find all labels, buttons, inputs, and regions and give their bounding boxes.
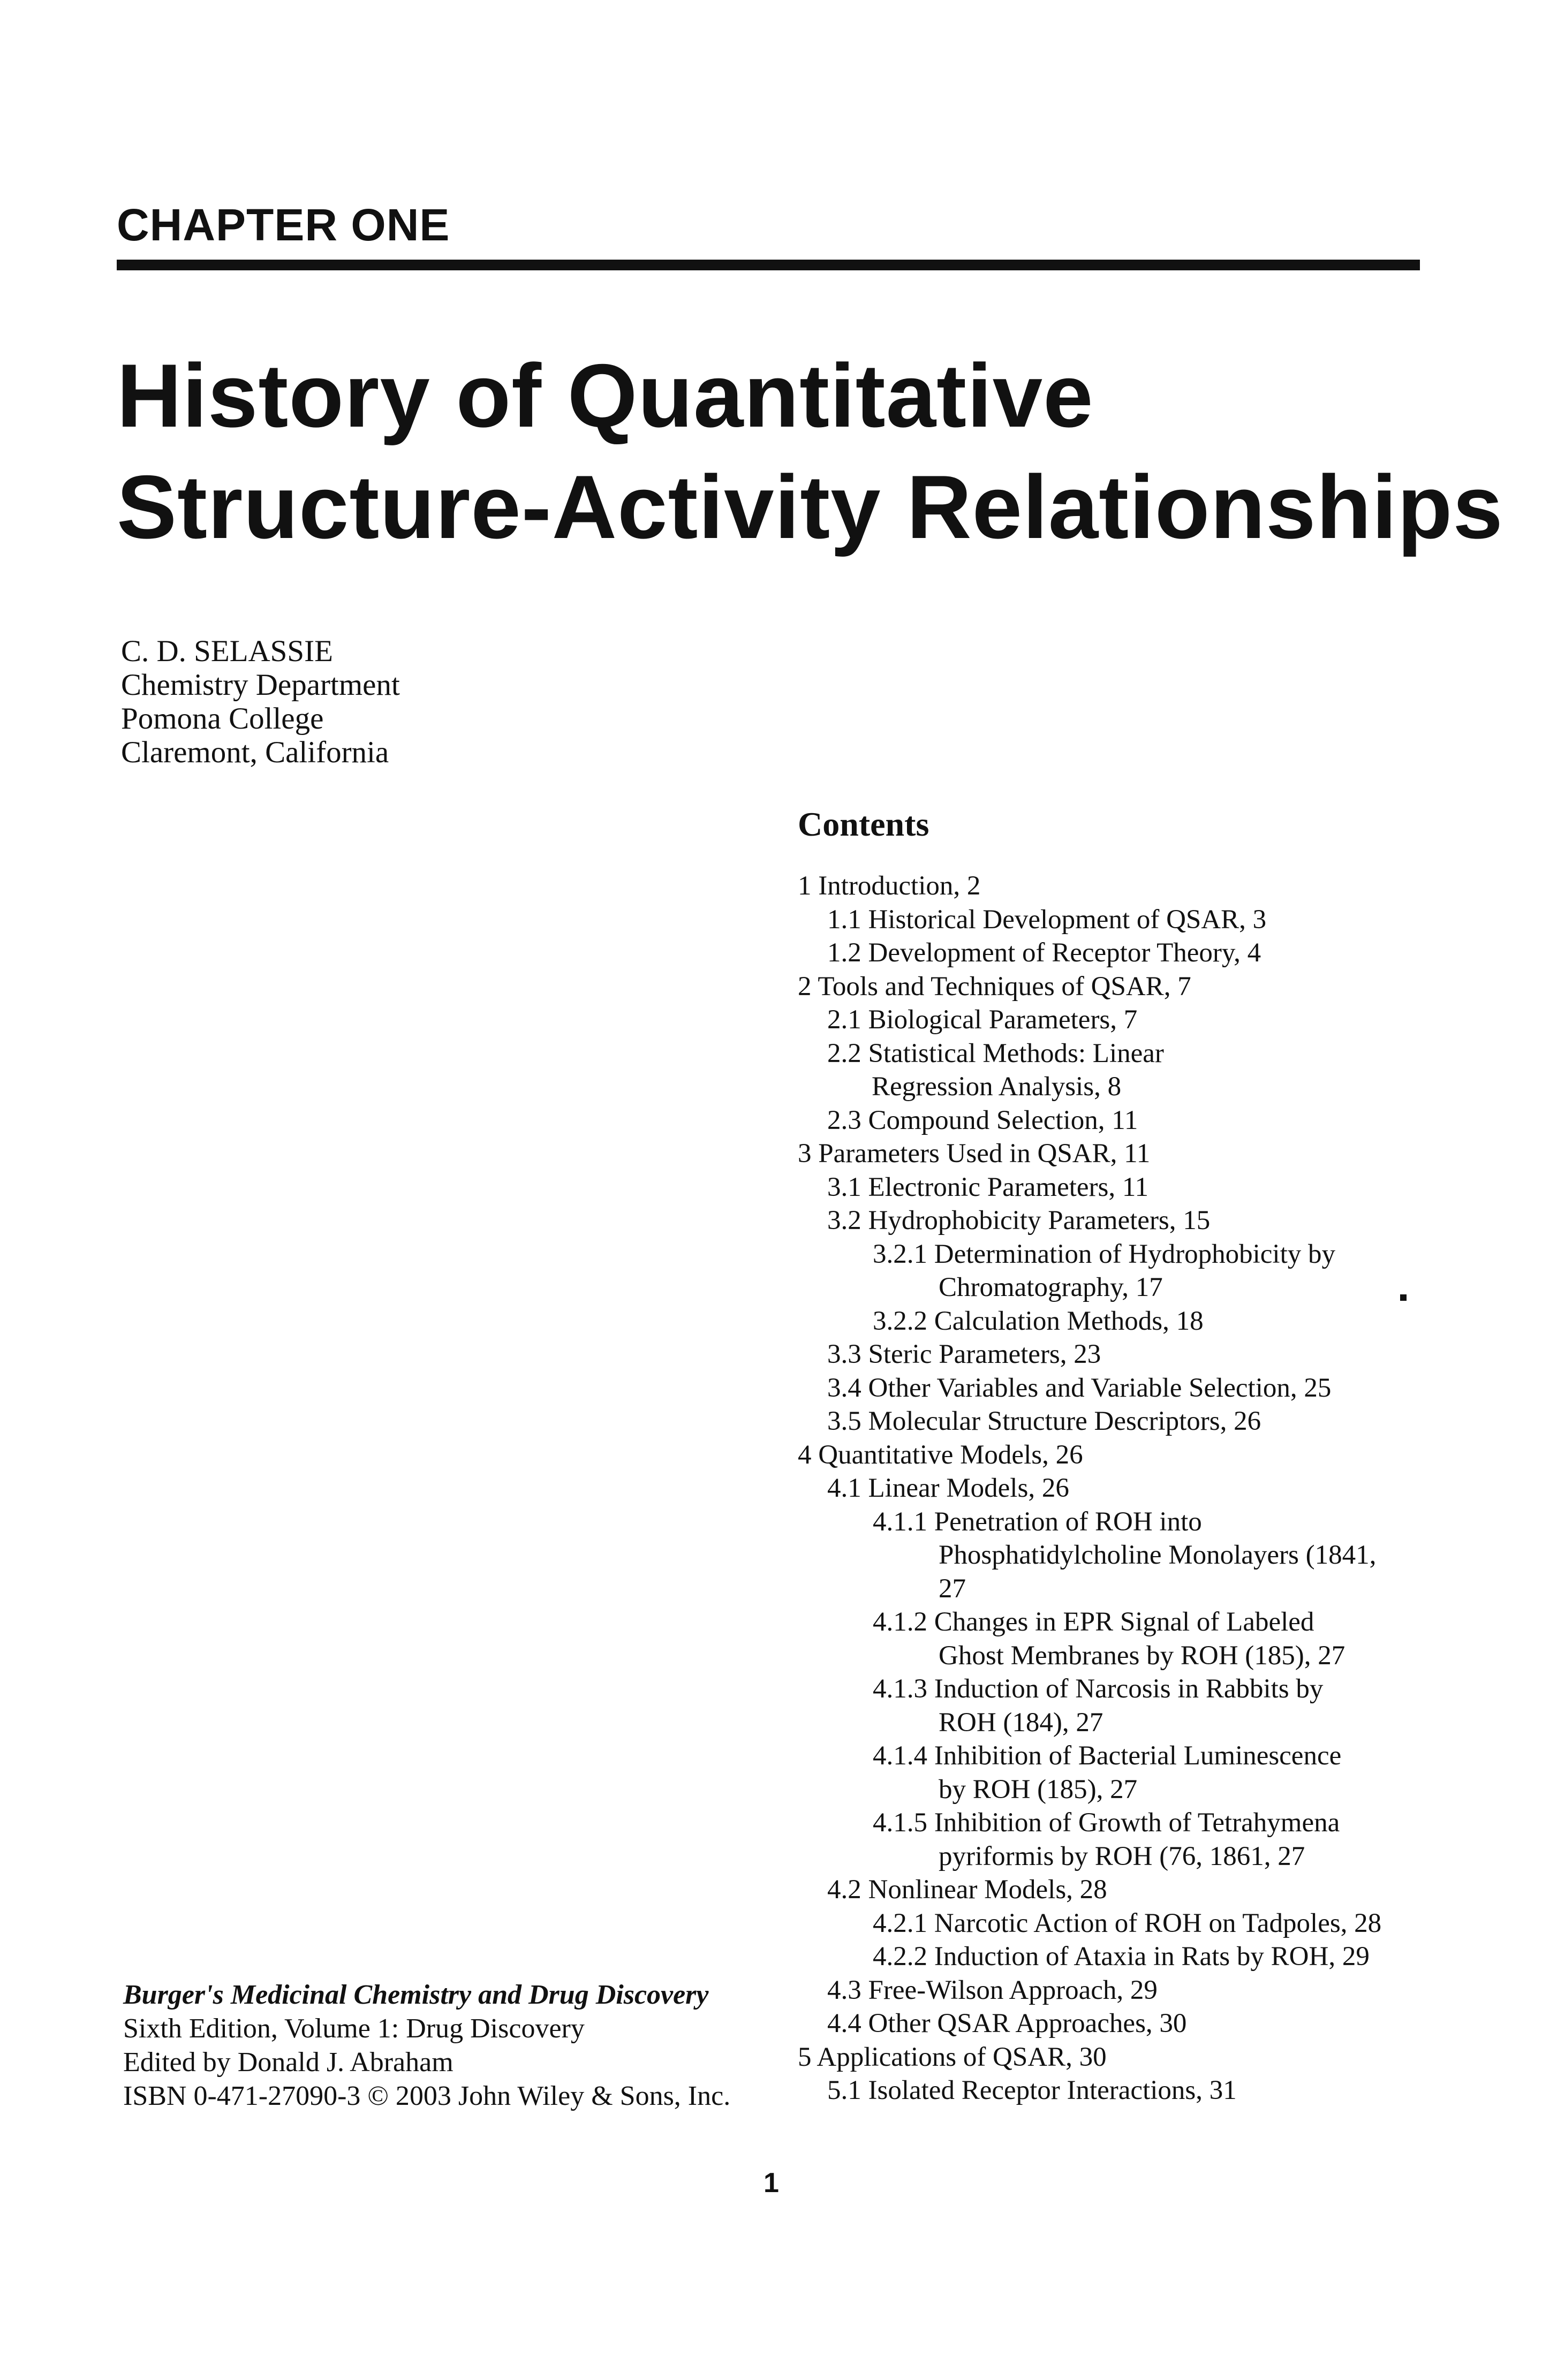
chapter-title bbox=[117, 340, 1503, 563]
table-of-contents bbox=[798, 803, 1424, 2108]
toc-entry: 2.3 Compound Selection, 11 bbox=[827, 1105, 1138, 1135]
toc-entry: 4.1.3 Induction of Narcosis in Rabbits by bbox=[873, 1674, 1324, 1704]
toc-entry: 4.1.4 Inhibition of Bacterial Luminescence bbox=[873, 1741, 1342, 1771]
toc-entry: 3.2 Hydrophobicity Parameters, 15 bbox=[827, 1206, 1211, 1236]
toc-entry: 4.1.5 Inhibition of Growth of Tetrahymena bbox=[873, 1808, 1340, 1838]
chapter-title-line-2: Structure-Activity Relationships bbox=[117, 457, 1503, 557]
book-isbn: ISBN 0-471-27090-3 © 2003 John Wiley & Sons, Inc. bbox=[123, 2081, 731, 2111]
toc-entry: Phosphatidylcholine Monolayers (1841, bbox=[939, 1540, 1377, 1570]
contents-heading: Contents bbox=[798, 805, 929, 843]
author-location: Claremont, California bbox=[121, 736, 389, 769]
toc-entry: 1 Introduction, 2 bbox=[798, 871, 981, 901]
toc-entry: 4.3 Free-Wilson Approach, 29 bbox=[827, 1975, 1158, 2005]
toc-entry: 4.2.2 Induction of Ataxia in Rats by ROH, 29 bbox=[873, 1942, 1370, 1972]
toc-entry: pyriformis by ROH (76, 1861, 27 bbox=[939, 1841, 1305, 1871]
chapter-divider bbox=[117, 260, 1420, 270]
toc-entry: Regression Analysis, 8 bbox=[872, 1072, 1122, 1102]
stray-mark bbox=[1400, 1294, 1407, 1301]
toc-entry: 1.1 Historical Development of QSAR, 3 bbox=[827, 904, 1267, 935]
toc-entry: 27 bbox=[939, 1573, 966, 1604]
toc-entry: 4.2.1 Narcotic Action of ROH on Tadpoles, 28 bbox=[873, 1908, 1382, 1938]
toc-entry: 2 Tools and Techniques of QSAR, 7 bbox=[798, 971, 1191, 1002]
book-edition: Sixth Edition, Volume 1: Drug Discovery bbox=[123, 2013, 585, 2044]
book-editor: Edited by Donald J. Abraham bbox=[123, 2047, 453, 2078]
toc-entry: 5.1 Isolated Receptor Interactions, 31 bbox=[827, 2075, 1237, 2105]
toc-entry: 4.4 Other QSAR Approaches, 30 bbox=[827, 2008, 1187, 2038]
toc-entry: 2.2 Statistical Methods: Linear bbox=[827, 1038, 1164, 1068]
toc-entry: 2.1 Biological Parameters, 7 bbox=[827, 1005, 1138, 1035]
page-number: 1 bbox=[764, 2167, 779, 2199]
toc-entry: 3.5 Molecular Structure Descriptors, 26 bbox=[827, 1406, 1261, 1436]
toc-entry: 3.4 Other Variables and Variable Selection, 25 bbox=[827, 1373, 1332, 1403]
toc-entry: ROH (184), 27 bbox=[939, 1707, 1103, 1738]
toc-entry: Chromatography, 17 bbox=[939, 1272, 1163, 1302]
toc-entry: 3.3 Steric Parameters, 23 bbox=[827, 1339, 1101, 1369]
toc-list bbox=[798, 869, 1424, 2108]
toc-entry: 3.1 Electronic Parameters, 11 bbox=[827, 1172, 1148, 1202]
author-name: C. D. SELASSIE bbox=[121, 634, 333, 668]
toc-entry: 1.2 Development of Receptor Theory, 4 bbox=[827, 938, 1261, 968]
book-title: Burger's Medicinal Chemistry and Drug Discovery bbox=[123, 1980, 709, 2010]
toc-entry: 4.1.2 Changes in EPR Signal of Labeled bbox=[873, 1607, 1314, 1637]
book-info bbox=[123, 1978, 730, 2113]
toc-entry: by ROH (185), 27 bbox=[939, 1774, 1138, 1805]
author-block bbox=[121, 634, 400, 769]
toc-entry: Ghost Membranes by ROH (185), 27 bbox=[939, 1640, 1346, 1671]
author-institution: Pomona College bbox=[121, 702, 324, 736]
toc-entry: 5 Applications of QSAR, 30 bbox=[798, 2042, 1107, 2072]
toc-entry: 3.2.1 Determination of Hydrophobicity by bbox=[873, 1239, 1336, 1269]
chapter-label: CHAPTER ONE bbox=[117, 200, 450, 250]
toc-entry: 4.2 Nonlinear Models, 28 bbox=[827, 1875, 1107, 1905]
toc-entry: 4.1.1 Penetration of ROH into bbox=[873, 1506, 1202, 1537]
author-department: Chemistry Department bbox=[121, 668, 400, 702]
chapter-title-line-1: History of Quantitative bbox=[117, 345, 1094, 446]
toc-entry: 3 Parameters Used in QSAR, 11 bbox=[798, 1139, 1151, 1169]
toc-entry: 4.1 Linear Models, 26 bbox=[827, 1473, 1069, 1503]
toc-entry: 4 Quantitative Models, 26 bbox=[798, 1439, 1083, 1470]
toc-entry: 3.2.2 Calculation Methods, 18 bbox=[873, 1306, 1204, 1336]
